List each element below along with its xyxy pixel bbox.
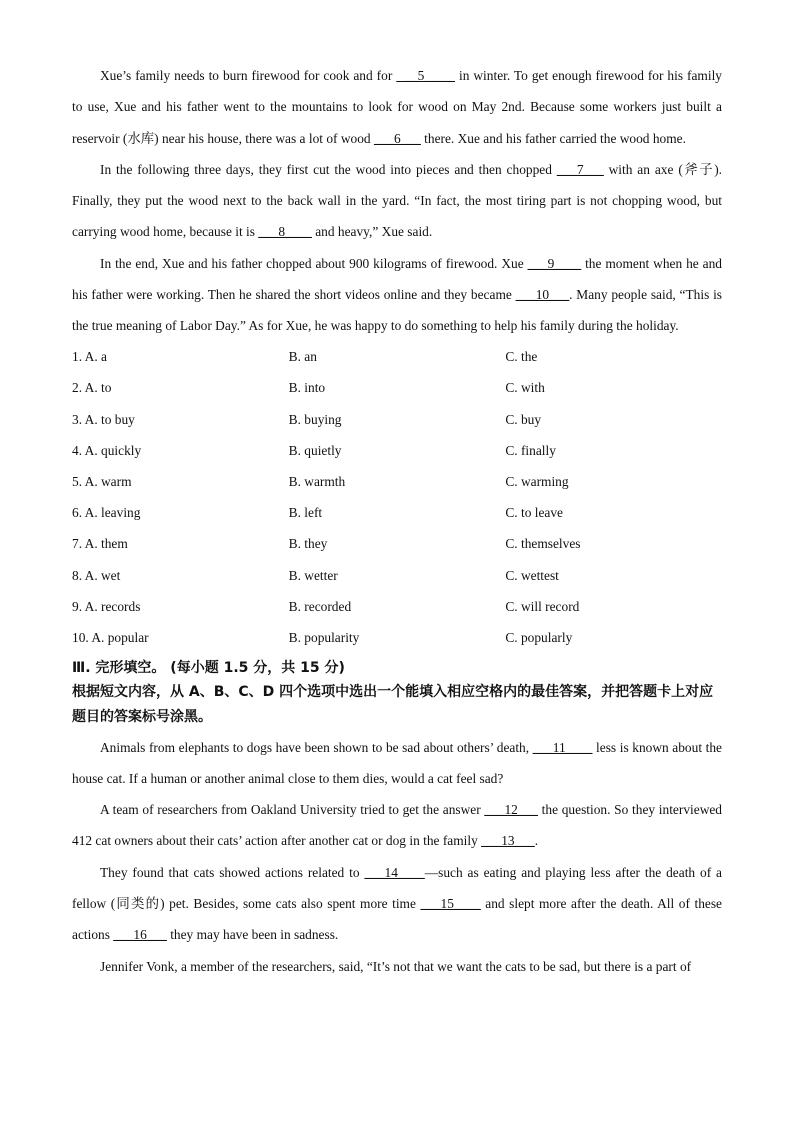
passage1-paragraph-3 [72, 248, 722, 342]
answer-blank: ___11____ [532, 739, 593, 755]
paragraph-text: there. Xue and his father carried the wood home. [420, 130, 686, 146]
answer-blank: ___10___ [515, 287, 570, 303]
answer-blank: ___16___ [113, 927, 167, 943]
passage2-paragraph-3 [72, 857, 722, 951]
answer-blank: ___8____ [258, 224, 312, 240]
paragraph-text: In the end, Xue and his father chopped about 900 kilograms of firewood. Xue [100, 255, 528, 271]
option-b: B. they [288, 536, 328, 552]
option-c: C. wettest [505, 567, 559, 583]
option-a: 9. A. records [72, 598, 141, 614]
paragraph-text: and heavy,” Xue said. [311, 224, 433, 240]
option-a: 10. A. popular [72, 629, 149, 645]
question-options-row [72, 404, 722, 435]
option-c: C. with [505, 380, 545, 396]
option-a: 3. A. to buy [72, 411, 135, 427]
passage2-paragraph-4 [72, 951, 722, 982]
question-options-row [72, 342, 722, 373]
option-b: B. quietly [288, 442, 342, 458]
option-b: B. an [288, 349, 317, 365]
option-b: B. into [288, 380, 326, 396]
paragraph-text: Xue’s family needs to burn firewood for cook and for [100, 68, 397, 83]
paragraph-text: Jennifer Vonk, a member of the researchers, said, “It’s not that we want the cats to be sad, but there is a part of [100, 958, 692, 974]
question-options-row [72, 529, 722, 560]
option-a: 4. A. quickly [72, 442, 142, 458]
paragraph-text: . Many people said, “This is the true meaning of Labor Day.” As for Xue, he was happy to do something to help his family during the holiday. [72, 287, 722, 334]
answer-blank: ___14____ [364, 864, 425, 880]
question-options-row [72, 560, 722, 591]
question-options-row [72, 591, 722, 622]
option-c: C. finally [505, 442, 556, 458]
paragraph-text: . [534, 833, 539, 849]
option-b: B. left [288, 505, 323, 521]
answer-blank: ___15____ [420, 896, 481, 912]
passage1-paragraph-1 [72, 60, 722, 154]
paragraph-text: Animals from elephants to dogs have been shown to be sad about others’ death, [100, 739, 533, 755]
question-options-row [72, 435, 722, 466]
paragraph-text: the question. So they interviewed 412 cat owners about their cats’ action after another cat or dog in the family [72, 802, 722, 849]
section-3-instruction: 根据短文内容，从 A、B、C、D 四个选项中选出一个能填入相应空格内的最佳答案，并把答题卡上对应题目的答案标号涂黑。 [72, 683, 714, 725]
option-a: 1. A. a [72, 349, 107, 365]
paragraph-text: —such as eating and playing less after the death of a fellow (同类的) pet. Besides, some cats also spent more time [72, 864, 722, 912]
option-b: B. wetter [288, 567, 338, 583]
option-b: B. recorded [288, 598, 352, 614]
option-c: C. buy [505, 411, 542, 427]
option-a: 5. A. warm [72, 474, 132, 490]
option-c: C. will record [505, 598, 580, 614]
paragraph-text: In the following three days, they first cut the wood into pieces and then chopped [100, 161, 557, 177]
option-b: B. warmth [288, 474, 346, 490]
option-c: C. to leave [505, 505, 563, 521]
answer-blank: ___12___ [484, 802, 538, 818]
paragraph-text: and slept more after the death. All of these actions [72, 896, 723, 943]
paragraph-text: less is known about the house cat. If a human or another animal close to them dies, would a cat feel sad? [72, 739, 722, 786]
paragraph-text: the moment when he and his father were working. Then he shared the short videos online and they became [72, 255, 722, 303]
option-a: 6. A. leaving [72, 505, 141, 521]
option-c: C. themselves [505, 536, 581, 552]
question-options-row [72, 498, 722, 529]
option-a: 8. A. wet [72, 567, 121, 583]
option-a: 7. A. them [72, 536, 128, 552]
paragraph-text: They found that cats showed actions related to [100, 864, 365, 880]
question-options-row [72, 622, 722, 653]
question-options-row [72, 466, 722, 497]
paragraph-text: they may have been in sadness. [166, 927, 339, 943]
option-c: C. warming [505, 474, 569, 490]
option-a: 2. A. to [72, 380, 112, 396]
option-c: C. popularly [505, 629, 573, 645]
passage2-paragraph-2 [72, 794, 722, 857]
question-options-row [72, 373, 722, 404]
document-page [72, 60, 722, 982]
passage2-paragraph-1 [72, 732, 722, 795]
option-b: B. buying [288, 411, 342, 427]
answer-blank: ___9____ [527, 255, 582, 271]
paragraph-text: in winter. To get enough firewood for his family to use, Xue and his father went to the mountains to look for wood on May 2nd. Because some workers just built a reservoir (水库) near his house, there was a lot of wood [72, 68, 722, 146]
passage1-paragraph-2 [72, 154, 722, 248]
answer-blank: ___13___ [481, 833, 535, 849]
answer-blank: ___6___ [373, 130, 421, 146]
option-c: C. the [505, 349, 538, 365]
paragraph-text: with an axe (斧子). Finally, they put the wood next to the back wall in the yard. “In fact, the most tiring part is not chopping wood, but carrying wood home, because it is [72, 161, 723, 240]
answer-blank: ___7___ [556, 161, 604, 177]
section-3-title: Ⅲ. 完形填空。 (每小题 1.5 分，共 15 分) [72, 659, 345, 676]
options-list [72, 342, 722, 654]
paragraph-text: A team of researchers from Oakland University tried to get the answer [100, 802, 485, 818]
option-b: B. popularity [288, 629, 360, 645]
answer-blank: __5____ [396, 68, 456, 83]
